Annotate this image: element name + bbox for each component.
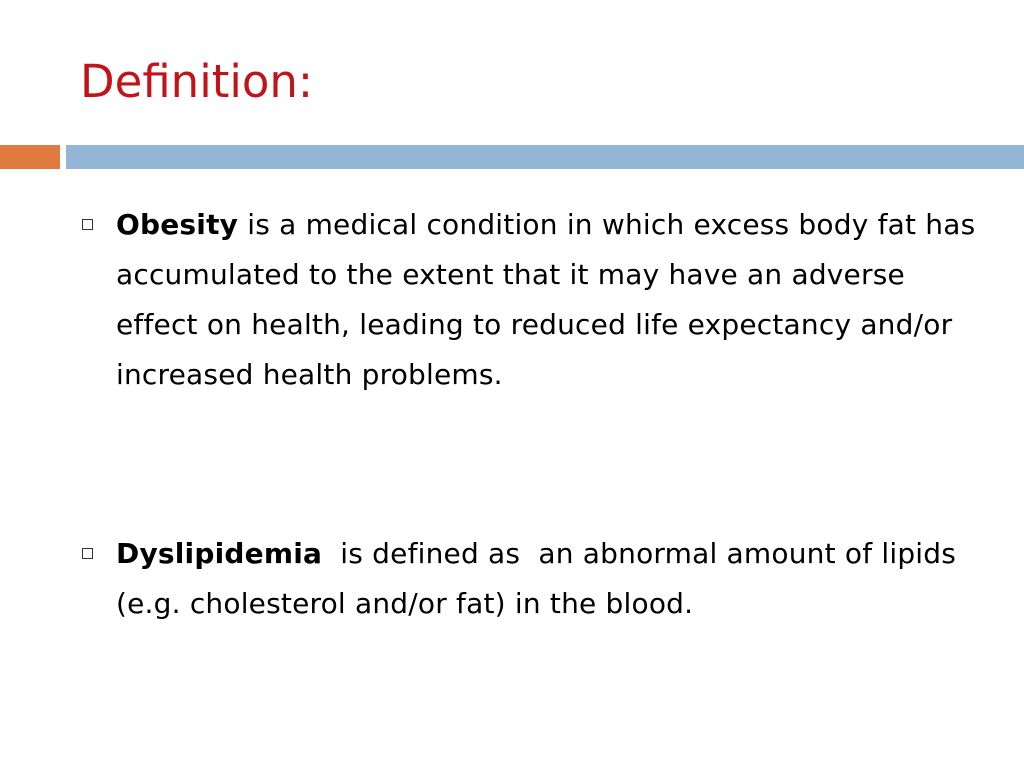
bullet-item-dyslipidemia (82, 529, 982, 629)
bullet-list (82, 200, 985, 629)
bullet-term: Dyslipidemia (116, 537, 323, 570)
bullet-term: Obesity (116, 208, 239, 241)
slide-title: Definition: (80, 55, 314, 108)
bullet-text: is a medical condition in which excess body fat has accumulated to the extent that it may have an adverse effect on health, leading to reduced life expectancy and/or increased health problems. (116, 208, 985, 391)
hollow-square-bullet-icon (82, 219, 93, 230)
bullet-text: is defined as an abnormal amount of lipids (e.g. cholesterol and/or fat) in the blood. (116, 537, 966, 620)
bullet-item-obesity (82, 200, 985, 400)
hollow-square-bullet-icon (82, 548, 93, 559)
title-divider-accent-blue (66, 145, 1024, 169)
title-divider-accent-orange (0, 145, 60, 169)
